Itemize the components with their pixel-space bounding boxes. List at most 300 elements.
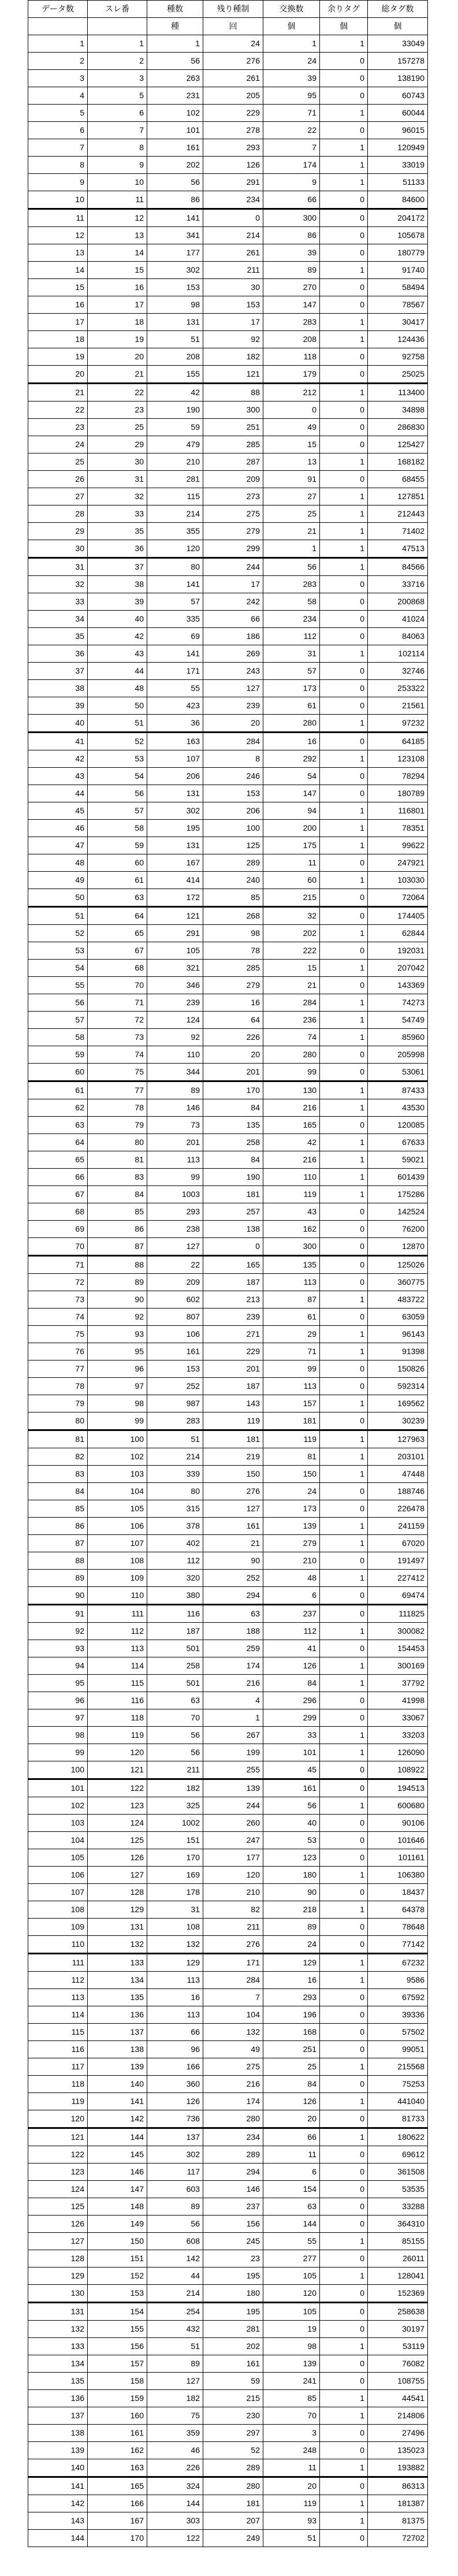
leftover-tags-cell: 1 — [320, 2128, 368, 2146]
exchange-count-cell: 99 — [263, 1361, 320, 1378]
exchange-count-cell: 200 — [263, 820, 320, 837]
thread-number-cell: 102 — [88, 1448, 147, 1466]
remaining-species-cell: 246 — [203, 768, 263, 785]
species-count-cell: 146 — [147, 1099, 203, 1117]
exchange-count-cell: 15 — [263, 960, 320, 977]
data-count-cell: 65 — [28, 1151, 88, 1169]
exchange-count-cell: 24 — [263, 1936, 320, 1954]
unit-cell: 回 — [203, 18, 263, 35]
thread-number-cell: 30 — [88, 454, 147, 471]
table-row — [28, 1815, 428, 1832]
leftover-tags-cell: 0 — [320, 1605, 368, 1623]
header-species-count: 種数 — [147, 1, 203, 18]
remaining-species-cell: 258 — [203, 1134, 263, 1151]
leftover-tags-cell: 0 — [320, 2110, 368, 2128]
species-count-cell: 105 — [147, 942, 203, 960]
thread-number-cell: 123 — [88, 1797, 147, 1815]
leftover-tags-cell: 0 — [320, 209, 368, 227]
data-count-cell: 75 — [28, 1326, 88, 1343]
data-count-cell: 3 — [28, 70, 88, 87]
total-tags-cell: 601439 — [368, 1169, 428, 1186]
leftover-tags-cell: 0 — [320, 1117, 368, 1134]
exchange-count-cell: 93 — [263, 2512, 320, 2530]
remaining-species-cell: 273 — [203, 488, 263, 505]
species-count-cell: 80 — [147, 1483, 203, 1500]
leftover-tags-cell: 1 — [320, 1675, 368, 1692]
exchange-count-cell: 25 — [263, 505, 320, 523]
remaining-species-cell: 281 — [203, 2321, 263, 2338]
remaining-species-cell: 280 — [203, 2477, 263, 2495]
remaining-species-cell: 276 — [203, 53, 263, 70]
table-row — [28, 785, 428, 802]
leftover-tags-cell: 1 — [320, 1570, 368, 1587]
table-row — [28, 1169, 428, 1186]
leftover-tags-cell: 1 — [320, 2390, 368, 2407]
data-count-cell: 9 — [28, 174, 88, 191]
table-row — [28, 1186, 428, 1203]
table-row — [28, 505, 428, 523]
data-count-cell: 6 — [28, 122, 88, 139]
leftover-tags-cell: 1 — [320, 1099, 368, 1117]
thread-number-cell: 108 — [88, 1552, 147, 1570]
species-count-cell: 325 — [147, 1797, 203, 1815]
species-count-cell: 89 — [147, 2198, 203, 2216]
species-count-cell: 120 — [147, 540, 203, 558]
remaining-species-cell: 279 — [203, 977, 263, 994]
exchange-count-cell: 48 — [263, 1570, 320, 1587]
leftover-tags-cell: 1 — [320, 1395, 368, 1412]
remaining-species-cell: 234 — [203, 2128, 263, 2146]
thread-number-cell: 72 — [88, 1012, 147, 1029]
leftover-tags-cell: 0 — [320, 2024, 368, 2041]
data-count-cell: 129 — [28, 2268, 88, 2285]
thread-number-cell: 170 — [88, 2530, 147, 2547]
remaining-species-cell: 84 — [203, 1099, 263, 1117]
total-tags-cell: 47513 — [368, 540, 428, 558]
total-tags-cell: 96015 — [368, 122, 428, 139]
leftover-tags-cell: 1 — [320, 35, 368, 53]
species-count-cell: 603 — [147, 2181, 203, 2198]
thread-number-cell: 106 — [88, 1518, 147, 1535]
data-count-cell: 42 — [28, 750, 88, 768]
remaining-species-cell: 214 — [203, 227, 263, 244]
species-count-cell: 141 — [147, 209, 203, 227]
table-row — [28, 1343, 428, 1361]
leftover-tags-cell: 0 — [320, 628, 368, 645]
data-count-cell: 114 — [28, 2006, 88, 2024]
exchange-count-cell: 15 — [263, 436, 320, 454]
species-count-cell: 608 — [147, 2233, 203, 2250]
data-count-cell: 86 — [28, 1518, 88, 1535]
table-row — [28, 331, 428, 348]
table-row — [28, 2041, 428, 2058]
data-count-cell: 62 — [28, 1099, 88, 1117]
thread-number-cell: 90 — [88, 1291, 147, 1309]
table-row — [28, 348, 428, 366]
leftover-tags-cell: 0 — [320, 1238, 368, 1256]
remaining-species-cell: 88 — [203, 384, 263, 402]
thread-number-cell: 122 — [88, 1779, 147, 1797]
table-row — [28, 645, 428, 663]
exchange-count-cell: 165 — [263, 1117, 320, 1134]
total-tags-cell: 60743 — [368, 87, 428, 105]
remaining-species-cell: 125 — [203, 837, 263, 854]
remaining-species-cell: 239 — [203, 697, 263, 715]
leftover-tags-cell: 0 — [320, 977, 368, 994]
table-row — [28, 1587, 428, 1605]
leftover-tags-cell: 0 — [320, 2181, 368, 2198]
species-count-cell: 153 — [147, 279, 203, 296]
header-data-count: データ数 — [28, 1, 88, 18]
thread-number-cell: 133 — [88, 1954, 147, 1972]
species-count-cell: 302 — [147, 262, 203, 279]
thread-number-cell: 54 — [88, 768, 147, 785]
thread-number-cell: 165 — [88, 2477, 147, 2495]
total-tags-cell: 169562 — [368, 1395, 428, 1412]
header-remaining-species: 残り種制 — [203, 1, 263, 18]
exchange-count-cell: 293 — [263, 1989, 320, 2006]
remaining-species-cell: 21 — [203, 1535, 263, 1552]
total-tags-cell: 227412 — [368, 1570, 428, 1587]
table-row — [28, 768, 428, 785]
remaining-species-cell: 156 — [203, 2216, 263, 2233]
data-count-cell: 13 — [28, 244, 88, 262]
species-count-cell: 302 — [147, 802, 203, 820]
remaining-species-cell: 244 — [203, 1797, 263, 1815]
leftover-tags-cell: 1 — [320, 645, 368, 663]
remaining-species-cell: 201 — [203, 1361, 263, 1378]
exchange-count-cell: 32 — [263, 907, 320, 925]
thread-number-cell: 128 — [88, 1884, 147, 1901]
data-count-cell: 96 — [28, 1692, 88, 1709]
exchange-count-cell: 89 — [263, 1919, 320, 1936]
species-count-cell: 320 — [147, 1570, 203, 1587]
total-tags-cell: 76200 — [368, 1221, 428, 1238]
species-count-cell: 75 — [147, 2407, 203, 2425]
total-tags-cell: 253322 — [368, 680, 428, 697]
species-count-cell: 315 — [147, 1500, 203, 1518]
data-count-cell: 25 — [28, 454, 88, 471]
data-count-cell: 89 — [28, 1570, 88, 1587]
total-tags-cell: 63059 — [368, 1309, 428, 1326]
thread-number-cell: 87 — [88, 1238, 147, 1256]
thread-number-cell: 139 — [88, 2058, 147, 2076]
data-count-cell: 12 — [28, 227, 88, 244]
table-row — [28, 1361, 428, 1378]
species-count-cell: 182 — [147, 2390, 203, 2407]
remaining-species-cell: 219 — [203, 1448, 263, 1466]
table-row — [28, 70, 428, 87]
remaining-species-cell: 170 — [203, 1081, 263, 1099]
exchange-count-cell: 99 — [263, 1064, 320, 1081]
remaining-species-cell: 259 — [203, 1640, 263, 1657]
thread-number-cell: 86 — [88, 1221, 147, 1238]
data-count-cell: 14 — [28, 262, 88, 279]
species-count-cell: 293 — [147, 1203, 203, 1221]
remaining-species-cell: 275 — [203, 505, 263, 523]
table-row — [28, 35, 428, 53]
header-total-tags: 総タグ数 — [368, 1, 428, 18]
exchange-count-cell: 27 — [263, 488, 320, 505]
exchange-count-cell: 251 — [263, 2041, 320, 2058]
species-count-cell: 291 — [147, 925, 203, 942]
species-count-cell: 432 — [147, 2321, 203, 2338]
data-count-cell: 121 — [28, 2128, 88, 2146]
species-count-cell: 378 — [147, 1518, 203, 1535]
exchange-count-cell: 216 — [263, 1099, 320, 1117]
total-tags-cell: 72702 — [368, 2530, 428, 2547]
species-count-cell: 132 — [147, 1936, 203, 1954]
thread-number-cell: 85 — [88, 1203, 147, 1221]
leftover-tags-cell: 0 — [320, 907, 368, 925]
total-tags-cell: 84600 — [368, 191, 428, 209]
exchange-count-cell: 71 — [263, 105, 320, 122]
data-count-cell: 80 — [28, 1412, 88, 1430]
remaining-species-cell: 211 — [203, 1919, 263, 1936]
table-row — [28, 1274, 428, 1291]
table-row — [28, 1849, 428, 1867]
data-count-cell: 41 — [28, 733, 88, 750]
thread-number-cell: 39 — [88, 593, 147, 611]
table-row — [28, 2110, 428, 2128]
total-tags-cell: 105678 — [368, 227, 428, 244]
data-count-cell: 29 — [28, 523, 88, 540]
table-row — [28, 436, 428, 454]
leftover-tags-cell: 1 — [320, 262, 368, 279]
table-row — [28, 2425, 428, 2442]
exchange-count-cell: 112 — [263, 628, 320, 645]
remaining-species-cell: 249 — [203, 2530, 263, 2547]
leftover-tags-cell: 0 — [320, 733, 368, 750]
remaining-species-cell: 276 — [203, 1936, 263, 1954]
remaining-species-cell: 84 — [203, 1151, 263, 1169]
exchange-count-cell: 31 — [263, 645, 320, 663]
data-count-cell: 8 — [28, 157, 88, 174]
table-row — [28, 1535, 428, 1552]
data-count-cell: 36 — [28, 645, 88, 663]
thread-number-cell: 140 — [88, 2076, 147, 2093]
thread-number-cell: 25 — [88, 419, 147, 436]
data-count-cell: 137 — [28, 2407, 88, 2425]
remaining-species-cell: 92 — [203, 331, 263, 348]
remaining-species-cell: 234 — [203, 191, 263, 209]
species-count-cell: 44 — [147, 2268, 203, 2285]
data-count-cell: 58 — [28, 1029, 88, 1046]
thread-number-cell: 98 — [88, 1395, 147, 1412]
thread-number-cell: 51 — [88, 715, 147, 733]
remaining-species-cell: 199 — [203, 1744, 263, 1761]
exchange-count-cell: 56 — [263, 558, 320, 576]
leftover-tags-cell: 0 — [320, 663, 368, 680]
total-tags-cell: 87433 — [368, 1081, 428, 1099]
thread-number-cell: 74 — [88, 1046, 147, 1064]
total-tags-cell: 120085 — [368, 1117, 428, 1134]
thread-number-cell: 166 — [88, 2495, 147, 2512]
thread-number-cell: 31 — [88, 471, 147, 488]
total-tags-cell: 203101 — [368, 1448, 428, 1466]
exchange-count-cell: 300 — [263, 1238, 320, 1256]
exchange-count-cell: 63 — [263, 2198, 320, 2216]
table-row — [28, 2181, 428, 2198]
species-count-cell: 31 — [147, 1901, 203, 1919]
table-row — [28, 1936, 428, 1954]
species-count-cell: 56 — [147, 174, 203, 191]
species-count-cell: 155 — [147, 366, 203, 384]
thread-number-cell: 121 — [88, 1761, 147, 1779]
total-tags-cell: 138190 — [368, 70, 428, 87]
data-count-cell: 40 — [28, 715, 88, 733]
total-tags-cell: 26011 — [368, 2250, 428, 2268]
leftover-tags-cell: 0 — [320, 244, 368, 262]
leftover-tags-cell: 1 — [320, 802, 368, 820]
table-row — [28, 1326, 428, 1343]
thread-number-cell: 81 — [88, 1151, 147, 1169]
header-thread-number: スレ番 — [88, 1, 147, 18]
data-count-cell: 116 — [28, 2041, 88, 2058]
total-tags-cell: 143369 — [368, 977, 428, 994]
thread-number-cell: 36 — [88, 540, 147, 558]
total-tags-cell: 123108 — [368, 750, 428, 768]
remaining-species-cell: 205 — [203, 87, 263, 105]
total-tags-cell: 64378 — [368, 1901, 428, 1919]
remaining-species-cell: 268 — [203, 907, 263, 925]
table-row — [28, 523, 428, 540]
species-count-cell: 131 — [147, 314, 203, 331]
thread-number-cell: 83 — [88, 1169, 147, 1186]
leftover-tags-cell: 0 — [320, 2041, 368, 2058]
thread-number-cell: 157 — [88, 2355, 147, 2373]
thread-number-cell: 107 — [88, 1535, 147, 1552]
total-tags-cell: 188746 — [368, 1483, 428, 1500]
leftover-tags-cell: 0 — [320, 471, 368, 488]
exchange-count-cell: 212 — [263, 384, 320, 402]
leftover-tags-cell: 0 — [320, 1587, 368, 1605]
species-count-cell: 423 — [147, 697, 203, 715]
species-count-cell: 178 — [147, 1884, 203, 1901]
remaining-species-cell: 126 — [203, 157, 263, 174]
exchange-count-cell: 296 — [263, 1692, 320, 1709]
exchange-count-cell: 60 — [263, 872, 320, 889]
table-row — [28, 1518, 428, 1535]
exchange-count-cell: 56 — [263, 1797, 320, 1815]
thread-number-cell: 43 — [88, 645, 147, 663]
thread-number-cell: 150 — [88, 2233, 147, 2250]
total-tags-cell: 111825 — [368, 1605, 428, 1623]
table-row — [28, 296, 428, 314]
data-count-cell: 21 — [28, 384, 88, 402]
thread-number-cell: 19 — [88, 331, 147, 348]
exchange-count-cell: 175 — [263, 837, 320, 854]
remaining-species-cell: 104 — [203, 2006, 263, 2024]
exchange-count-cell: 113 — [263, 1274, 320, 1291]
total-tags-cell: 30197 — [368, 2321, 428, 2338]
species-count-cell: 501 — [147, 1640, 203, 1657]
remaining-species-cell: 209 — [203, 471, 263, 488]
leftover-tags-cell: 1 — [320, 2338, 368, 2355]
remaining-species-cell: 267 — [203, 1727, 263, 1744]
table-row — [28, 2338, 428, 2355]
exchange-count-cell: 43 — [263, 1203, 320, 1221]
table-body — [28, 35, 428, 2547]
data-count-cell: 90 — [28, 1587, 88, 1605]
thread-number-cell: 132 — [88, 1936, 147, 1954]
species-count-cell: 254 — [147, 2303, 203, 2321]
species-count-cell: 170 — [147, 1849, 203, 1867]
leftover-tags-cell: 0 — [320, 1692, 368, 1709]
table-row — [28, 1797, 428, 1815]
table-row — [28, 1046, 428, 1064]
table-row — [28, 680, 428, 697]
thread-number-cell: 60 — [88, 854, 147, 872]
leftover-tags-cell: 1 — [320, 505, 368, 523]
total-tags-cell: 21561 — [368, 697, 428, 715]
species-count-cell: 107 — [147, 750, 203, 768]
exchange-count-cell: 95 — [263, 87, 320, 105]
leftover-tags-cell: 1 — [320, 960, 368, 977]
total-tags-cell: 43530 — [368, 1099, 428, 1117]
remaining-species-cell: 261 — [203, 70, 263, 87]
remaining-species-cell: 289 — [203, 2459, 263, 2477]
species-count-cell: 321 — [147, 960, 203, 977]
exchange-count-cell: 210 — [263, 1552, 320, 1570]
leftover-tags-cell: 1 — [320, 820, 368, 837]
species-count-cell: 96 — [147, 2041, 203, 2058]
thread-number-cell: 111 — [88, 1605, 147, 1623]
table-row — [28, 1761, 428, 1779]
exchange-count-cell: 70 — [263, 2407, 320, 2425]
leftover-tags-cell: 1 — [320, 1518, 368, 1535]
thread-number-cell: 126 — [88, 1849, 147, 1867]
remaining-species-cell: 182 — [203, 348, 263, 366]
exchange-count-cell: 162 — [263, 1221, 320, 1238]
exchange-count-cell: 86 — [263, 227, 320, 244]
remaining-species-cell: 121 — [203, 366, 263, 384]
remaining-species-cell: 252 — [203, 1570, 263, 1587]
remaining-species-cell: 153 — [203, 296, 263, 314]
table-row — [28, 122, 428, 139]
thread-number-cell: 100 — [88, 1430, 147, 1448]
thread-number-cell: 15 — [88, 262, 147, 279]
table-row — [28, 2512, 428, 2530]
thread-number-cell: 9 — [88, 157, 147, 174]
table-row — [28, 2250, 428, 2268]
thread-number-cell: 22 — [88, 384, 147, 402]
species-count-cell: 303 — [147, 2512, 203, 2530]
exchange-count-cell: 110 — [263, 1169, 320, 1186]
remaining-species-cell: 127 — [203, 1500, 263, 1518]
species-count-cell: 121 — [147, 907, 203, 925]
leftover-tags-cell: 0 — [320, 1412, 368, 1430]
exchange-count-cell: 16 — [263, 733, 320, 750]
species-count-cell: 36 — [147, 715, 203, 733]
remaining-species-cell: 98 — [203, 925, 263, 942]
leftover-tags-cell: 1 — [320, 1169, 368, 1186]
table-row — [28, 1884, 428, 1901]
table-row — [28, 558, 428, 576]
exchange-count-cell: 147 — [263, 785, 320, 802]
total-tags-cell: 174405 — [368, 907, 428, 925]
total-tags-cell: 97232 — [368, 715, 428, 733]
leftover-tags-cell: 1 — [320, 1797, 368, 1815]
table-row — [28, 1238, 428, 1256]
total-tags-cell: 78294 — [368, 768, 428, 785]
total-tags-cell: 57502 — [368, 2024, 428, 2041]
leftover-tags-cell: 0 — [320, 1500, 368, 1518]
species-count-cell: 59 — [147, 419, 203, 436]
remaining-species-cell: 279 — [203, 523, 263, 540]
exchange-count-cell: 120 — [263, 2285, 320, 2303]
data-count-cell: 43 — [28, 768, 88, 785]
